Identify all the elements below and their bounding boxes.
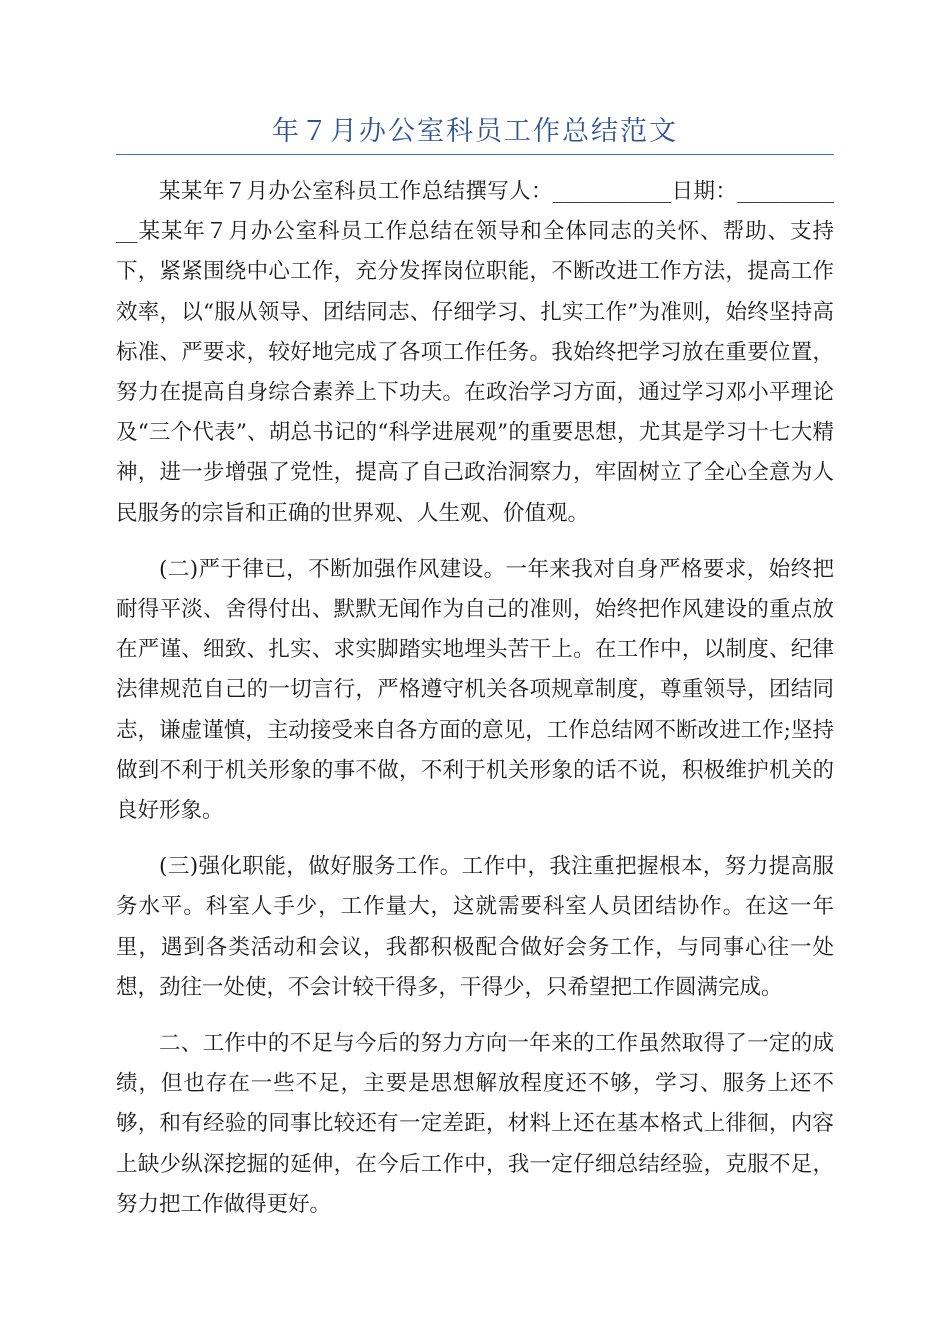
document-body — [116, 172, 834, 1241]
paragraph-section-3: (三)强化职能，做好服务工作。工作中，我注重把握根本，努力提高服务水平。科室人手少，工作量大，这就需要科室人员团结协作。在这一年里，遇到各类活动和会议，我都积极配合做好会务工作，与同事心往一处想，劲往一处使，不会计较干得多，干得少，只希望把工作圆满完成。 — [116, 854, 834, 1000]
document-title: 年７月办公室科员工作总结范文 — [272, 116, 678, 147]
title-underline — [116, 154, 834, 155]
paragraph-section-2: (二)严于律已，不断加强作风建设。一年来我对自身严格要求，始终把耐得平淡、舍得付出、默默无闻作为自己的准则，始终把作风建设的重点放在严谨、细致、扎实、求实脚踏实地埋头苦干上。在工作中，以制度、纪律法律规范自己的一切言行，严格遵守机关各项规章制度，尊重领导，团结同志，谦虚谨慎，主动接受来自各方面的意见，工作总结网不断改进工作;坚持做到不利于机关形象的事不做，不利于机关形象的话不说，积极维护机关的良好形象。 — [116, 556, 834, 824]
paragraph-shortcomings: 二、工作中的不足与今后的努力方向一年来的工作虽然取得了一定的成绩，但也存在一些不足，主要是思想解放程度还不够，学习、服务上还不够，和有经验的同事比较还有一定差距，材料上还在基本格式上徘徊，内容上缺少纵深挖掘的延伸，在今后工作中，我一定仔细总结经验，克服不足，努力把工作做得更好。 — [116, 1031, 834, 1217]
paragraph-intro: 某某年７月办公室科员工作总结撰写人：___________日期：___________某某年７月办公室科员工作总结在领导和全体同志的关怀、帮助、支持下，紧紧围绕中心工作，充分发挥岗位职能，不断改进工作方法，提高工作效率，以“服从领导、团结同志、仔细学习、扎实工作”为准则，始终坚持高标准、严要求，较好地完成了各项工作任务。我始终把学习放在重要位置，努力在提高自身综合素养上下功夫。在政治学习方面，通过学习邓小平理论及“三个代表”、胡总书记的“科学进展观”的重要思想，尤其是学习十七大精神，进一步增强了党性，提高了自己政治洞察力，牢固树立了全心全意为人民服务的宗旨和正确的世界观、人生观、价值观。 — [116, 179, 834, 526]
